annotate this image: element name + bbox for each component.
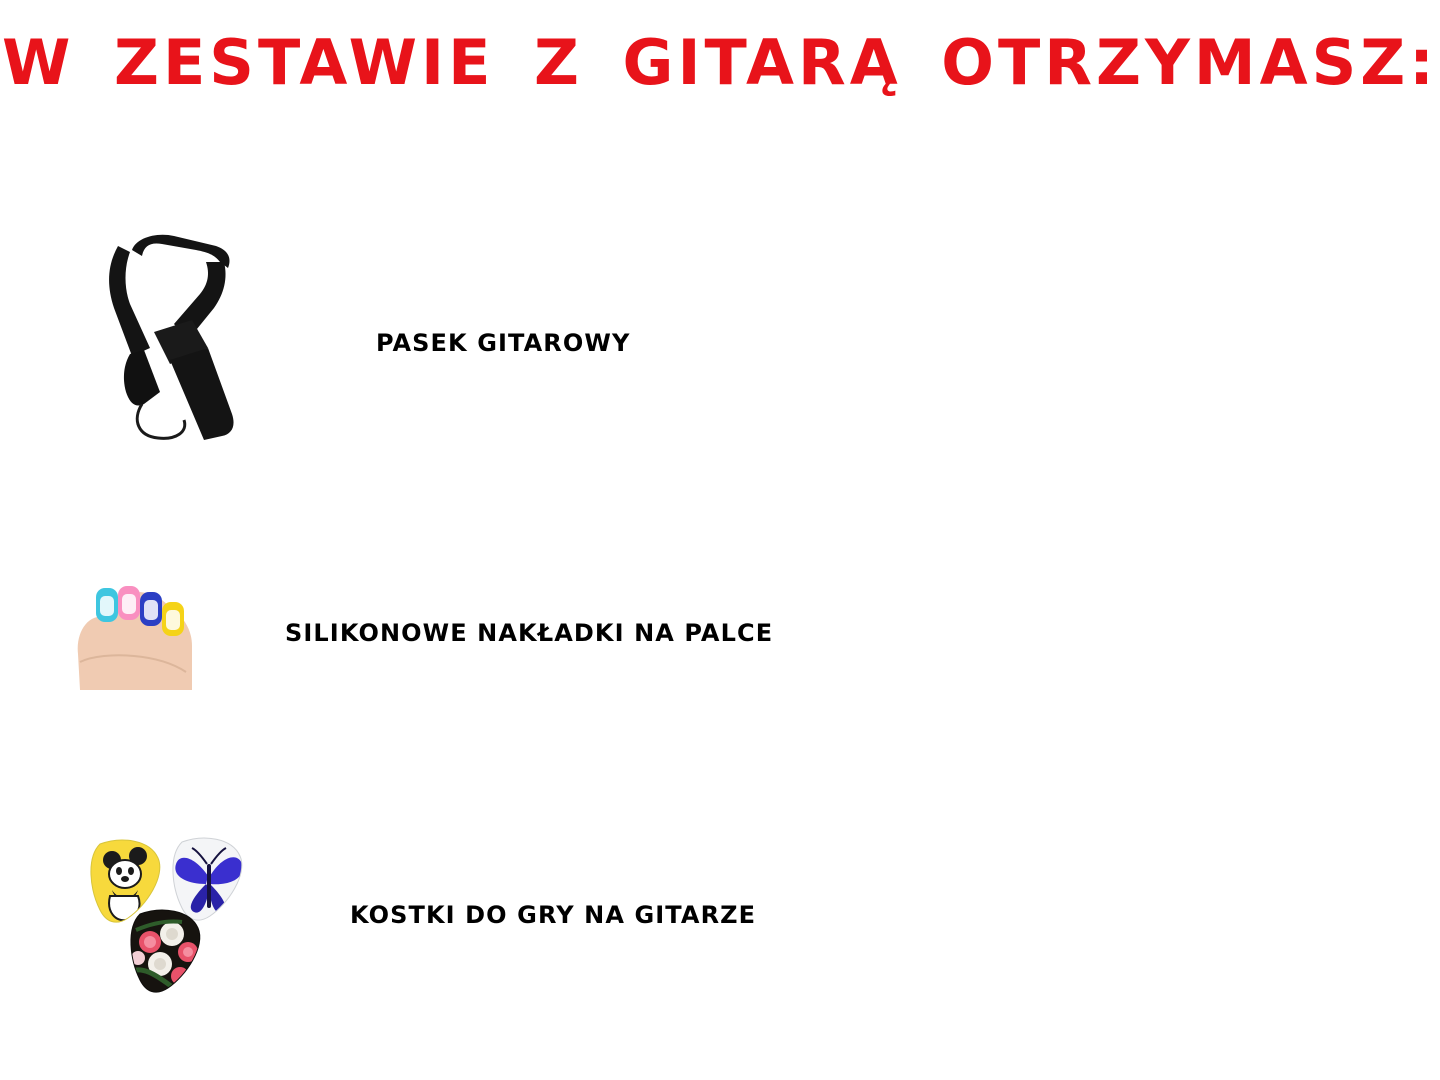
list-item [96, 228, 630, 458]
list-item-label: KOSTKI DO GRY NA GITARZE [350, 901, 757, 929]
guitar-picks-photo [70, 830, 260, 1000]
guitar-strap-photo [96, 228, 276, 458]
silicone-finger-protectors-photo [70, 570, 225, 695]
list-item-label: PASEK GITAROWY [376, 329, 631, 357]
list-item [70, 570, 773, 695]
list-item-label: SILIKONOWE NAKŁADKI NA PALCE [285, 618, 774, 647]
list-item [70, 830, 756, 1000]
page-title: W ZESTAWIE Z GITARĄ OTRZYMASZ: [2, 26, 1438, 99]
